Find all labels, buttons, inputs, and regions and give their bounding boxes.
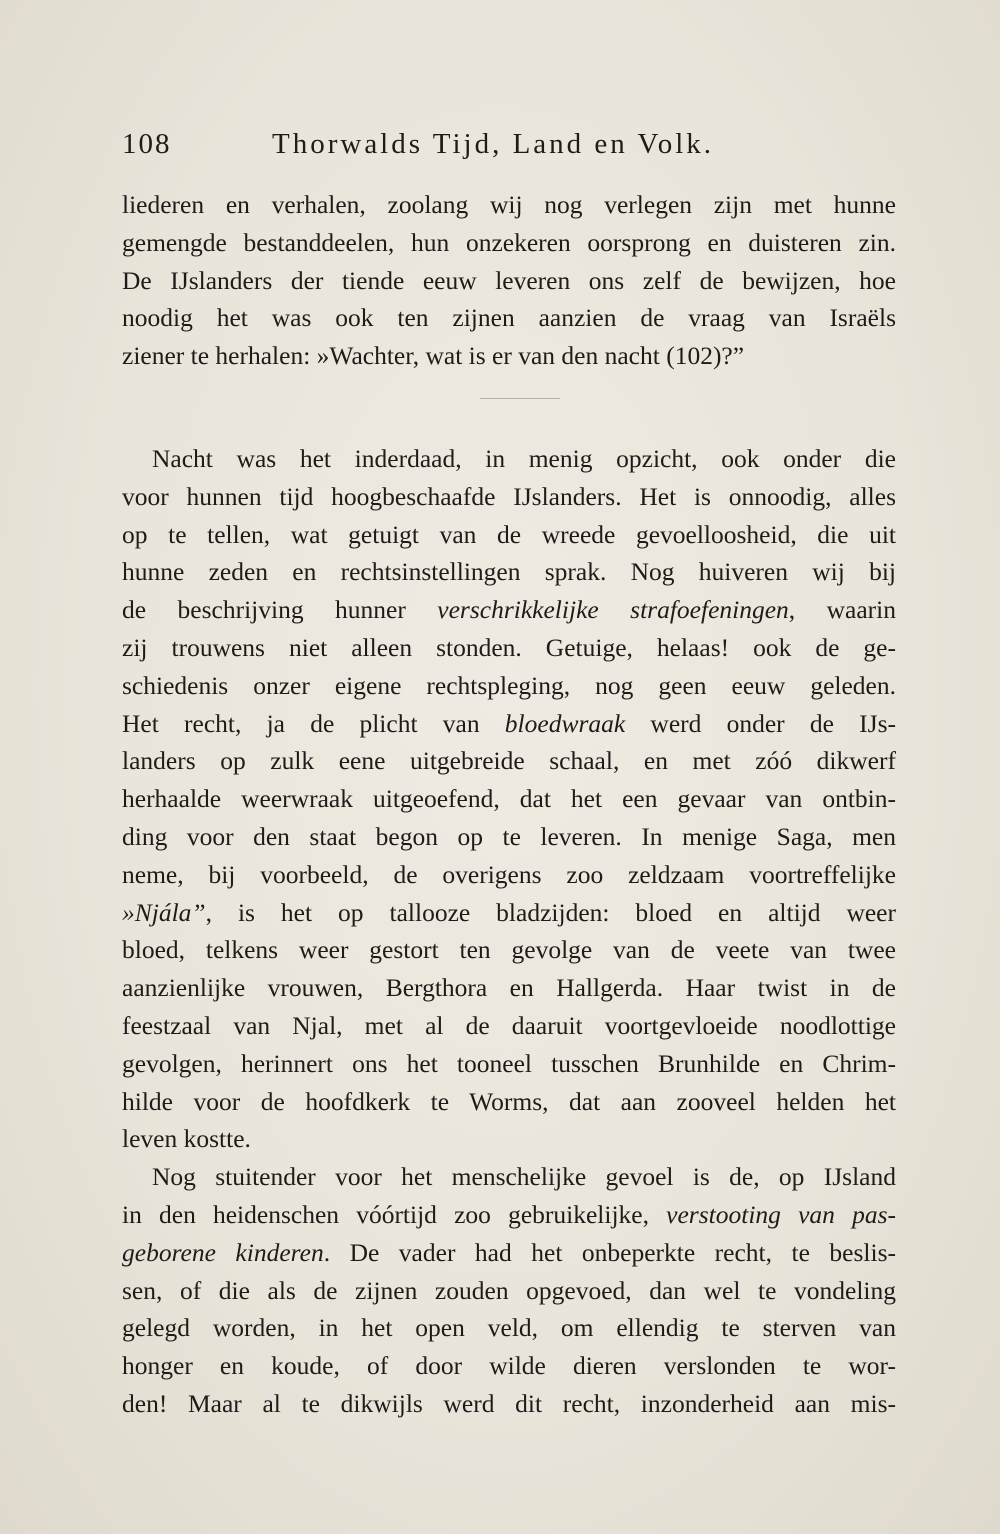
- text-line: landers op zulk eene uitgebreide schaal, en met zóó dikwerf: [122, 746, 896, 776]
- paragraph-2: [122, 440, 896, 1423]
- text-line: noodig het was ook ten zijnen aanzien de vraag van Israëls: [122, 303, 896, 333]
- text-line: leven kostte.: [122, 1124, 251, 1154]
- text-line: [122, 1196, 896, 1234]
- text-segment: in den heidenschen vóórtijd zoo gebruikelijke,: [122, 1199, 667, 1229]
- text-segment: . De vader had het onbeperkte recht, te beslis-: [323, 1237, 896, 1267]
- text-line: gemengde bestanddeelen, hun onzekeren oorsprong en duisteren zin.: [122, 227, 896, 257]
- text-line: aanzienlijke vrouwen, Bergthora en Hallgerda. Haar twist in de: [122, 973, 896, 1003]
- italic-term: »Njála”: [122, 897, 206, 927]
- text-line: sen, of die als de zijnen zouden opgevoed, dan wel te vondeling: [122, 1275, 896, 1305]
- page-header: [122, 128, 902, 168]
- text-line: zij trouwens niet alleen stonden. Getuige, helaas! ook de ge-: [122, 632, 896, 662]
- text-line: ziener te herhalen: »Wachter, wat is er van den nacht (102)?”: [122, 341, 745, 371]
- page-number: 108: [122, 128, 172, 160]
- text-line: hilde voor de hoofdkerk te Worms, dat aan zooveel helden het: [122, 1086, 896, 1116]
- text-line: liederen en verhalen, zoolang wij nog verlegen zijn met hunne: [122, 190, 896, 219]
- text-line: ding voor den staat begon op te leveren. In menige Saga, men: [122, 821, 896, 851]
- text-line: neme, bij voorbeeld, de overigens zoo zeldzaam voortreffelijke: [122, 859, 896, 889]
- text-line: [122, 591, 896, 629]
- text-line: herhaalde weerwraak uitgeoefend, dat het een gevaar van ontbin-: [122, 784, 896, 814]
- text-segment: werd onder de IJs-: [625, 708, 896, 738]
- text-segment: , is het op tallooze bladzijden: bloed en altijd weer: [205, 897, 896, 927]
- text-line: gevolgen, herinnert ons het tooneel tusschen Brunhilde en Chrim-: [122, 1048, 896, 1078]
- text-line: hunne zeden en rechtsinstellingen sprak. Nog huiveren wij bij: [122, 557, 896, 587]
- text-segment: Het recht, ja de plicht van: [122, 708, 505, 738]
- text-line: voor hunnen tijd hoogbeschaafde IJslanders. Het is onnoodig, alles: [122, 481, 896, 511]
- text-line: gelegd worden, in het open veld, om ellendig te sterven van: [122, 1313, 896, 1343]
- text-line: Nog stuitender voor het menschelijke gevoel is de, op IJsland: [152, 1162, 896, 1192]
- text-line: den! Maar al te dikwijls werd dit recht, inzonderheid aan mis-: [122, 1388, 896, 1418]
- section-divider: [480, 398, 560, 399]
- italic-term: bloedwraak: [504, 708, 626, 738]
- text-line: [122, 1234, 896, 1272]
- text-line: bloed, telkens weer gestort ten gevolge van de veete van twee: [122, 935, 896, 965]
- text-line: [122, 894, 896, 932]
- text-segment: , waarin: [788, 595, 896, 625]
- text-line: feestzaal van Njal, met al de daaruit voortgevloeide noodlottige: [122, 1010, 896, 1040]
- italic-term: geborene kinderen: [122, 1237, 324, 1267]
- text-line: honger en koude, of door wilde dieren verslonden te wor-: [122, 1351, 896, 1381]
- paragraph-1: [122, 186, 896, 375]
- italic-term: verstooting van pas-: [666, 1199, 896, 1229]
- text-line: De IJslanders der tiende eeuw leveren ons zelf de bewijzen, hoe: [122, 265, 896, 295]
- text-segment: de beschrijving hunner: [122, 595, 438, 625]
- text-line: schiedenis onzer eigene rechtspleging, nog geen eeuw geleden.: [122, 670, 896, 700]
- text-line: Nacht was het inderdaad, in menig opzicht, ook onder die: [152, 444, 896, 473]
- text-line: op te tellen, wat getuigt van de wreede gevoelloosheid, die uit: [122, 519, 896, 549]
- text-line: [122, 705, 896, 743]
- italic-term: verschrikkelijke strafoefeningen: [437, 595, 789, 625]
- running-title: Thorwalds Tijd, Land en Volk.: [272, 128, 715, 160]
